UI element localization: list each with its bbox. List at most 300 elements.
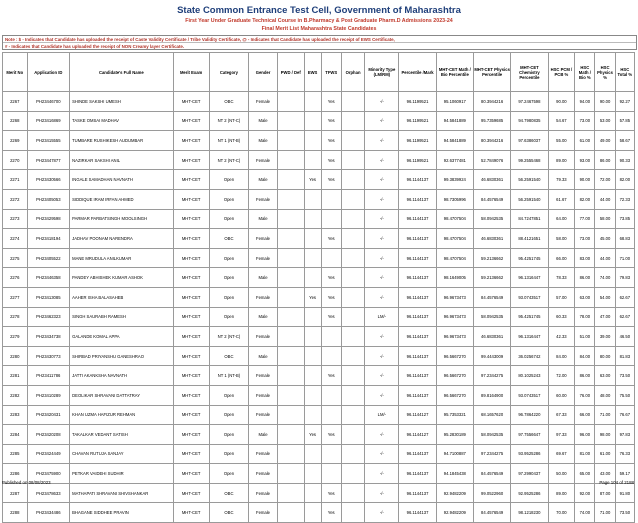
table-cell [341, 209, 364, 229]
table-cell: -/- [365, 464, 399, 484]
table-cell: 97.2467598 [511, 92, 548, 112]
table-cell [304, 131, 321, 151]
table-cell: OBC [209, 229, 248, 249]
table-cell: 93.9525286 [511, 444, 548, 464]
table-cell: Open [209, 464, 248, 484]
table-cell: OBC [209, 483, 248, 503]
table-cell: -/- [365, 209, 399, 229]
table-cell: 84.4576549 [473, 189, 510, 209]
table-cell: 2271 [3, 170, 28, 190]
table-cell: Yes [321, 425, 341, 445]
table-row [3, 503, 635, 523]
table-cell: Yes [321, 503, 341, 523]
table-cell: 96.1144127 [399, 425, 436, 445]
table-cell: 44.00 [595, 189, 615, 209]
table-row [3, 150, 635, 170]
table-cell [341, 307, 364, 327]
table-cell: 89.8164900 [473, 385, 510, 405]
table-row [3, 425, 635, 445]
table-cell: 2272 [3, 189, 28, 209]
table-cell: 72.33 [615, 189, 634, 209]
table-cell [321, 327, 341, 347]
table-cell: MHT-CET [173, 503, 209, 523]
table-cell: 78.33 [548, 268, 575, 288]
table-cell [341, 150, 364, 170]
table-cell: 80.00 [595, 346, 615, 366]
table-cell: MHT-CET [173, 405, 209, 425]
table-row [3, 229, 635, 249]
table-cell [321, 464, 341, 484]
table-cell [341, 405, 364, 425]
table-cell: SHINDE SAKSHI UMESH [70, 92, 173, 112]
table-cell: 96.1144137 [399, 366, 436, 386]
table-cell [277, 131, 304, 151]
table-cell: 2270 [3, 150, 28, 170]
table-cell [341, 346, 364, 366]
table-cell: 58.0942535 [473, 307, 510, 327]
table-cell: 96.9673473 [436, 327, 473, 347]
table-cell: 84.00 [575, 346, 595, 366]
table-cell: -/- [365, 425, 399, 445]
table-cell: 92.6377481 [436, 150, 473, 170]
table-cell: -/- [365, 346, 399, 366]
table-cell: 47.00 [595, 307, 615, 327]
table-cell: -/- [365, 503, 399, 523]
column-header: Candidate's Full Name [70, 53, 173, 92]
table-cell: 95.7353321 [436, 405, 473, 425]
table-cell: TAKALKAR VEDANT SATISH [70, 425, 173, 445]
table-cell: GALANDE KOMAL APPA [70, 327, 173, 347]
table-cell: SINGH SAURABH RAMESH [70, 307, 173, 327]
table-cell: Yes [321, 483, 341, 503]
table-cell: 62.67 [615, 287, 634, 307]
table-cell: 2273 [3, 209, 28, 229]
table-cell: MHT-CET [173, 327, 209, 347]
table-cell: SHIRBAD PRIYANSHU GANESHRAO [70, 346, 173, 366]
table-cell: 2274 [3, 229, 28, 249]
table-cell: 76.67 [615, 405, 634, 425]
published-date: Published on 08/08/2023 [2, 480, 51, 485]
table-cell: Yes [321, 268, 341, 288]
table-cell: 81.00 [575, 444, 595, 464]
table-cell: 76.33 [615, 444, 634, 464]
table-cell: 96.1144137 [399, 170, 436, 190]
table-cell: 2267 [3, 92, 28, 112]
table-cell: Yes [321, 366, 341, 386]
table-cell: 82.00 [575, 189, 595, 209]
table-cell [304, 327, 321, 347]
table-cell: 67.33 [548, 405, 575, 425]
table-cell [341, 92, 364, 112]
table-cell [304, 268, 321, 288]
column-header: PWD / Def [277, 53, 304, 92]
table-cell: 77.00 [575, 209, 595, 229]
table-cell [321, 346, 341, 366]
table-cell: MHT-CET [173, 464, 209, 484]
table-cell: 96.00 [575, 425, 595, 445]
table-cell: 66.00 [575, 405, 595, 425]
table-cell: 72.00 [595, 170, 615, 190]
table-cell: Female [249, 444, 278, 464]
table-cell: 59.2136662 [473, 268, 510, 288]
table-cell: 97.7556647 [511, 425, 548, 445]
table-cell: Female [249, 503, 278, 523]
list-title: Final Merit List Maharashtra State Candidates [261, 26, 377, 32]
table-cell: INGALE SAMADHAN NAVNATH [70, 170, 173, 190]
notes-box [2, 35, 637, 50]
table-cell: Female [249, 405, 278, 425]
table-cell: 58.0942535 [473, 425, 510, 445]
table-cell [277, 209, 304, 229]
table-cell: Yes [321, 111, 341, 131]
table-cell: AAHER ISHA BALASAHEB [70, 287, 173, 307]
table-cell: 44.00 [595, 248, 615, 268]
table-cell: 96.1144137 [399, 268, 436, 288]
table-cell: Female [249, 248, 278, 268]
table-cell: Open [209, 444, 248, 464]
table-cell: 92.9525286 [511, 483, 548, 503]
table-cell: -/- [365, 385, 399, 405]
table-cell: 93.0743517 [511, 385, 548, 405]
table-cell: Yes [321, 170, 341, 190]
table-cell: 2277 [3, 287, 28, 307]
table-cell: MHT-CET [173, 287, 209, 307]
table-cell: PH23416869 [27, 111, 70, 131]
table-cell: 50.00 [548, 464, 575, 484]
table-cell: 86.00 [575, 268, 595, 288]
table-cell: PANDEY ABHISHEK KUMAR ASHOK [70, 268, 173, 288]
table-cell: MHT-CET [173, 425, 209, 445]
table-cell: 97.6386037 [511, 131, 548, 151]
table-cell [321, 189, 341, 209]
table-cell: 98.7305996 [436, 189, 473, 209]
table-cell [277, 170, 304, 190]
table-cell: 71.00 [595, 405, 615, 425]
table-cell: 2268 [3, 111, 28, 131]
table-cell: Open [209, 189, 248, 209]
table-cell: MHT-CET [173, 131, 209, 151]
table-cell: 81.83 [615, 346, 634, 366]
table-cell: 99.3839924 [436, 170, 473, 190]
table-cell: 2288 [3, 503, 28, 523]
table-cell: 87.00 [595, 483, 615, 503]
table-cell [304, 346, 321, 366]
table-cell: NT 1 (NT-B) [209, 366, 248, 386]
table-row [3, 268, 635, 288]
table-cell: 89.00 [548, 150, 575, 170]
table-cell [341, 503, 364, 523]
column-header: Merit Exam [173, 53, 209, 92]
table-cell: PH23475900 [27, 464, 70, 484]
table-cell: MHT-CET [173, 366, 209, 386]
table-cell: PH23420208 [27, 425, 70, 445]
table-cell: 99.2555468 [511, 150, 548, 170]
table-cell: 2279 [3, 327, 28, 347]
table-cell: Yes [321, 229, 341, 249]
table-cell: 89.00 [548, 483, 575, 503]
table-cell: -/- [365, 366, 399, 386]
table-row [3, 307, 635, 327]
table-cell: Male [249, 170, 278, 190]
table-cell [277, 425, 304, 445]
column-header: Category [209, 53, 248, 92]
table-cell: 96.9673473 [436, 307, 473, 327]
table-cell [304, 189, 321, 209]
table-cell: 45.00 [595, 229, 615, 249]
table-cell: JATTI AKANKSHA NAVNATH [70, 366, 173, 386]
table-cell [321, 385, 341, 405]
table-cell: 98.4707504 [436, 209, 473, 229]
column-header: MHT-CET Math / Bio Percentile [436, 53, 473, 92]
table-cell: Open [209, 405, 248, 425]
table-cell: -/- [365, 327, 399, 347]
table-row [3, 131, 635, 151]
table-row [3, 111, 635, 131]
table-cell: 78.00 [575, 307, 595, 327]
table-cell: 97.2990437 [511, 464, 548, 484]
table-cell: OBC [209, 92, 248, 112]
table-cell: SIDDIQUE IRAM IRFAN AHMED [70, 189, 173, 209]
table-cell: 99.0522960 [473, 483, 510, 503]
table-cell: 63.00 [575, 287, 595, 307]
table-cell: Female [249, 287, 278, 307]
table-cell: 71.00 [595, 503, 615, 523]
table-cell: Female [249, 92, 278, 112]
table-cell [341, 483, 364, 503]
table-row [3, 170, 635, 190]
table-cell: 98.1649005 [436, 268, 473, 288]
table-cell: 71.00 [615, 248, 634, 268]
table-cell: -/- [365, 268, 399, 288]
table-cell: 96.1144137 [399, 385, 436, 405]
table-cell: Open [209, 425, 248, 445]
table-cell: 96.1144137 [399, 464, 436, 484]
table-cell [341, 287, 364, 307]
table-cell: 60.33 [548, 307, 575, 327]
table-cell: 92.9482209 [436, 503, 473, 523]
table-cell: NT 2 (NT-C) [209, 111, 248, 131]
table-cell: 97.33 [548, 425, 575, 445]
table-cell [277, 268, 304, 288]
table-cell: 84.4576549 [473, 464, 510, 484]
table-cell: DEOLIKAR SHRAVANI DATTATRAY [70, 385, 173, 405]
table-cell: 2275 [3, 248, 28, 268]
table-cell [277, 229, 304, 249]
table-cell: 96.5667270 [436, 346, 473, 366]
table-cell: Open [209, 385, 248, 405]
table-cell: -/- [365, 483, 399, 503]
table-cell: PH23410289 [27, 385, 70, 405]
table-cell: 95.4251745 [511, 307, 548, 327]
table-cell: 58.00 [595, 209, 615, 229]
table-cell: 92.00 [575, 483, 595, 503]
table-row [3, 327, 635, 347]
table-cell: 90.33 [615, 150, 634, 170]
table-cell: NT 1 (NT-B) [209, 131, 248, 151]
table-cell: NT 2 (NT-C) [209, 150, 248, 170]
table-cell: 97.2344275 [473, 366, 510, 386]
table-cell: 98.00 [595, 425, 615, 445]
table-cell [341, 327, 364, 347]
table-cell: -/- [365, 444, 399, 464]
table-cell: 61.00 [595, 444, 615, 464]
table-cell: MHT-CET [173, 248, 209, 268]
table-cell: 36.0256742 [511, 346, 548, 366]
table-cell: PH23415555 [27, 131, 70, 151]
table-cell: MHT-CET [173, 170, 209, 190]
table-cell: 97.2344275 [473, 444, 510, 464]
note-line: # - Indicates that Candidate has uploaded the receipt of NON Creamy layer Certificate. [3, 42, 636, 49]
table-cell: 2285 [3, 444, 28, 464]
table-cell: 65.00 [575, 464, 595, 484]
table-cell: PH23446358 [27, 268, 70, 288]
table-cell [341, 189, 364, 209]
table-cell: Male [249, 268, 278, 288]
table-cell: Open [209, 209, 248, 229]
table-cell: 93.0743517 [511, 287, 548, 307]
table-cell [304, 248, 321, 268]
table-cell: 96.1144137 [399, 189, 436, 209]
table-cell: 2280 [3, 346, 28, 366]
table-cell [277, 150, 304, 170]
table-cell: -/- [365, 287, 399, 307]
table-cell: 96.1316447 [511, 268, 548, 288]
table-cell [304, 464, 321, 484]
table-cell [277, 111, 304, 131]
table-cell: 95.4251745 [511, 248, 548, 268]
table-cell: 58.67 [615, 131, 634, 151]
table-cell: PH23447877 [27, 150, 70, 170]
table-cell: 96.1144137 [399, 209, 436, 229]
table-cell: Yes [321, 287, 341, 307]
table-cell [277, 307, 304, 327]
table-cell: 90.00 [595, 92, 615, 112]
table-cell: 90.00 [575, 170, 595, 190]
table-cell [277, 366, 304, 386]
table-cell: 74.00 [575, 503, 595, 523]
table-cell: 86.00 [575, 366, 595, 386]
table-cell [304, 385, 321, 405]
table-cell: PH23420431 [27, 405, 70, 425]
column-header: Percentile /Mark [399, 53, 436, 92]
table-cell: MHT-CET [173, 307, 209, 327]
table-cell: 94.7980835 [511, 111, 548, 131]
table-cell: 73.00 [575, 111, 595, 131]
table-cell [341, 268, 364, 288]
table-cell [277, 248, 304, 268]
table-row [3, 464, 635, 484]
table-cell: 96.1144137 [399, 346, 436, 366]
table-cell: JADHAV POONAM NARENDRA [70, 229, 173, 249]
table-cell: 79.33 [548, 170, 575, 190]
table-cell: 96.1199521 [399, 111, 436, 131]
table-row [3, 405, 635, 425]
table-row [3, 385, 635, 405]
table-cell: MHT-CET [173, 483, 209, 503]
column-header: TFWS [321, 53, 341, 92]
table-row [3, 209, 635, 229]
table-cell: 73.00 [575, 229, 595, 249]
table-cell: Yes [304, 170, 321, 190]
table-cell: MHT-CET [173, 150, 209, 170]
table-cell: 56.2591540 [511, 189, 548, 209]
table-cell: LM/- [365, 405, 399, 425]
table-cell: 95.7359685 [473, 111, 510, 131]
table-cell: Open [209, 268, 248, 288]
table-cell: 96.1199521 [399, 150, 436, 170]
table-cell: 84.4576549 [473, 503, 510, 523]
table-cell [304, 209, 321, 229]
table-cell: 91.80 [615, 483, 634, 503]
table-cell: 82.00 [615, 170, 634, 190]
table-cell: 2286 [3, 464, 28, 484]
table-cell: 96.1316447 [511, 327, 548, 347]
table-cell: 94.5841889 [436, 111, 473, 131]
table-cell [304, 111, 321, 131]
table-cell: -/- [365, 229, 399, 249]
table-cell: 96.1199521 [399, 92, 436, 112]
table-cell: -/- [365, 170, 399, 190]
table-cell: 96.5667270 [436, 366, 473, 386]
table-cell: 88.4121651 [511, 229, 548, 249]
table-cell: MHT-CET [173, 111, 209, 131]
table-cell: PH23478633 [27, 483, 70, 503]
table-cell: Male [249, 307, 278, 327]
table-cell: 97.83 [615, 425, 634, 445]
table-cell [277, 464, 304, 484]
column-header: Minority Type (LM/RM) [365, 53, 399, 92]
table-cell: PH23434738 [27, 327, 70, 347]
table-cell [341, 248, 364, 268]
table-cell: PETKAR VAIDEHI SUDHIR [70, 464, 173, 484]
table-header-row [3, 53, 635, 92]
note-line: Note : $ - Indicates that Candidate has uploaded the receipt of Caste Validity Certificate / Tribe Validity Certificate, @ - Indicates that Candidate has uploaded the receipt of EWS Certificate, [5, 36, 395, 42]
table-cell: 58.0942535 [473, 209, 510, 229]
table-cell [277, 92, 304, 112]
table-cell: PH23405053 [27, 189, 70, 209]
table-cell: MHT-CET [173, 385, 209, 405]
table-cell: 48.00 [595, 385, 615, 405]
table-cell: Female [249, 385, 278, 405]
table-cell: 95.1060917 [436, 92, 473, 112]
table-cell [341, 464, 364, 484]
table-cell: OBC [209, 346, 248, 366]
table-cell: Female [249, 229, 278, 249]
table-cell: 59.2136662 [473, 248, 510, 268]
table-cell: 98.1218230 [511, 503, 548, 523]
table-cell: Female [249, 189, 278, 209]
table-cell: BHAGANE SIDDHEE PRAVIN [70, 503, 173, 523]
table-cell [304, 503, 321, 523]
table-cell: MHT-CET [173, 268, 209, 288]
table-cell: 93.00 [575, 150, 595, 170]
table-cell: MANE MRUDULA ANILKUMAR [70, 248, 173, 268]
table-cell: 80.1025243 [511, 366, 548, 386]
table-cell [277, 483, 304, 503]
table-cell: PH23429598 [27, 209, 70, 229]
table-cell: 46.6830361 [473, 229, 510, 249]
table-row [3, 444, 635, 464]
table-cell: NAZIRKAR SAKSHI ANIL [70, 150, 173, 170]
table-row [3, 248, 635, 268]
table-cell [277, 327, 304, 347]
table-cell [341, 131, 364, 151]
table-cell [341, 111, 364, 131]
table-cell [341, 229, 364, 249]
column-header: Orphan [341, 53, 364, 92]
table-cell: 68.83 [615, 229, 634, 249]
table-cell: PH23411786 [27, 366, 70, 386]
